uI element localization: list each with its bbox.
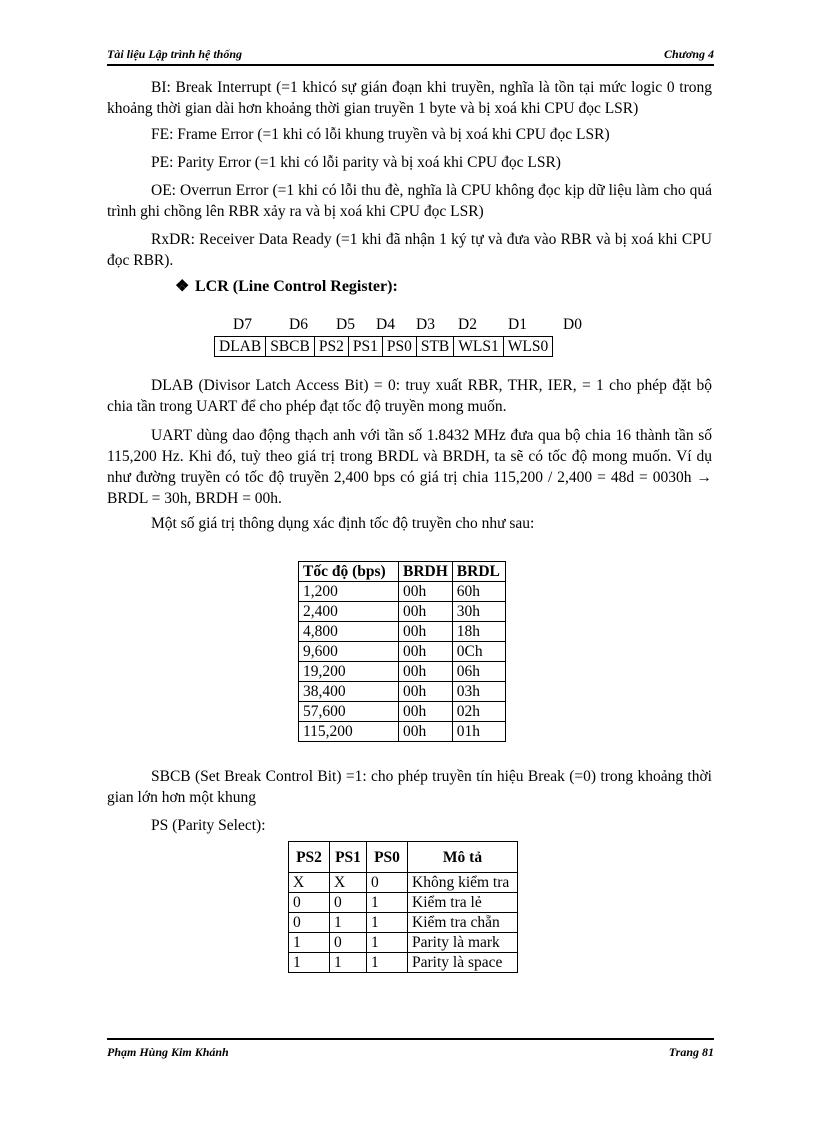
- table-row: [299, 702, 506, 722]
- diamond-bullet-icon: ❖: [175, 278, 190, 295]
- table-row: [289, 933, 518, 953]
- paragraph-fe: FE: Frame Error (=1 khi có lỗi khung truyền và bị xoá khi CPU đọc LSR): [151, 126, 610, 143]
- paragraph-rxdr: RxDR: Receiver Data Ready (=1 khi đã nhận 1 ký tự và đưa vào RBR và bị xoá khi CPU đọc RBR).: [107, 231, 712, 269]
- header-chapter: Chương 4: [664, 47, 714, 61]
- table-cell: 0: [289, 893, 330, 913]
- table-row: [289, 913, 518, 933]
- table-cell: 1: [330, 913, 367, 933]
- table-row: [289, 893, 518, 913]
- bit-label: D7: [233, 316, 252, 333]
- table-cell: 1: [330, 953, 367, 973]
- column-header: PS1: [330, 842, 367, 873]
- table-cell: Kiểm tra chẵn: [408, 913, 518, 933]
- table-cell: STB: [416, 337, 453, 357]
- header-title: Tài liệu Lập trình hệ thống: [107, 47, 243, 61]
- table-cell: 1: [367, 893, 408, 913]
- bit-label: D5: [336, 316, 355, 333]
- table-cell: 0Ch: [452, 642, 505, 662]
- table-cell: 00h: [399, 622, 453, 642]
- column-header: PS2: [289, 842, 330, 873]
- paragraph-sbcb: SBCB (Set Break Control Bit) =1: cho phép truyền tín hiệu Break (=0) trong khoảng thời gian lớn hơn một khung: [107, 768, 712, 806]
- paragraph-oe: OE: Overrun Error (=1 khi có lỗi thu đè, nghĩa là CPU không đọc kịp dữ liệu làm cho quá trình ghi chồng lên RBR xảy ra và bị xoá khi CPU đọc LSR): [107, 182, 712, 220]
- column-header: Tốc độ (bps): [299, 562, 399, 582]
- table-cell: 1: [289, 933, 330, 953]
- bit-label: D3: [416, 316, 435, 333]
- table-cell: 00h: [399, 642, 453, 662]
- table-row: [289, 953, 518, 973]
- table-cell: 00h: [399, 722, 453, 742]
- table-row: [289, 873, 518, 893]
- table-cell: 00h: [399, 662, 453, 682]
- bit-label: D2: [458, 316, 477, 333]
- bit-label: D4: [376, 316, 395, 333]
- footer-author: Phạm Hùng Kim Khánh: [107, 1045, 229, 1059]
- table-cell: 03h: [452, 682, 505, 702]
- table-cell: 0: [367, 873, 408, 893]
- paragraph-common-values: Một số giá trị thông dụng xác định tốc độ truyền cho như sau:: [151, 515, 535, 532]
- page-header: [107, 46, 714, 66]
- paragraph-dlab: DLAB (Divisor Latch Access Bit) = 0: truy xuất RBR, THR, IER, = 1 cho phép đặt bộ chia tần trong UART để cho phép đạt tốc độ truyền mong muốn.: [107, 377, 712, 415]
- table-row: [299, 682, 506, 702]
- table-cell: Parity là mark: [408, 933, 518, 953]
- paragraph-bi: BI: Break Interrupt (=1 khicó sự gián đoạn khi truyền, nghĩa là tồn tại mức logic 0 trong khoảng thời gian dài hơn khoảng thời gian truyền 1 byte và bị xoá khi CPU đọc LSR): [107, 79, 712, 117]
- table-cell: 0: [289, 913, 330, 933]
- lcr-register-table: [214, 336, 553, 357]
- table-cell: 57,600: [299, 702, 399, 722]
- table-cell: 00h: [399, 682, 453, 702]
- table-cell: 2,400: [299, 602, 399, 622]
- table-cell: 4,800: [299, 622, 399, 642]
- column-header: BRDH: [399, 562, 453, 582]
- table-row: [299, 722, 506, 742]
- bit-label: D6: [289, 316, 308, 333]
- table-cell: 00h: [399, 582, 453, 602]
- table-cell: X: [289, 873, 330, 893]
- table-cell: 30h: [452, 602, 505, 622]
- table-cell: Kiểm tra lẻ: [408, 893, 518, 913]
- table-cell: 1: [289, 953, 330, 973]
- table-row: [299, 602, 506, 622]
- table-cell: DLAB: [215, 337, 266, 357]
- table-row: [299, 622, 506, 642]
- table-cell: 06h: [452, 662, 505, 682]
- paragraph-parity-select: PS (Parity Select):: [151, 817, 266, 834]
- table-cell: 115,200: [299, 722, 399, 742]
- table-cell: 00h: [399, 702, 453, 722]
- table-cell: Không kiểm tra: [408, 873, 518, 893]
- baud-rate-table: [298, 561, 506, 742]
- table-cell: 9,600: [299, 642, 399, 662]
- table-cell: 1: [367, 933, 408, 953]
- table-cell: 0: [330, 933, 367, 953]
- table-cell: X: [330, 873, 367, 893]
- page-footer: [107, 1038, 714, 1058]
- table-cell: 60h: [452, 582, 505, 602]
- table-cell: SBCB: [266, 337, 315, 357]
- table-cell: WLS0: [503, 337, 552, 357]
- table-cell: 38,400: [299, 682, 399, 702]
- table-cell: 01h: [452, 722, 505, 742]
- table-cell: Parity là space: [408, 953, 518, 973]
- lcr-heading-text: LCR (Line Control Register):: [195, 278, 398, 295]
- table-cell: 1: [367, 913, 408, 933]
- table-header-row: [289, 842, 518, 873]
- table-cell: 0: [330, 893, 367, 913]
- table-cell: 02h: [452, 702, 505, 722]
- table-row: [299, 662, 506, 682]
- bit-label: D0: [563, 316, 582, 333]
- table-cell: 00h: [399, 602, 453, 622]
- table-cell: WLS1: [454, 337, 503, 357]
- footer-page-number: Trang 81: [668, 1045, 714, 1059]
- column-header: Mô tả: [408, 842, 518, 873]
- table-row: [215, 337, 553, 357]
- table-cell: PS2: [314, 337, 348, 357]
- lcr-heading: [175, 276, 398, 296]
- column-header: BRDL: [452, 562, 505, 582]
- parity-select-table: [288, 841, 518, 973]
- table-cell: PS0: [382, 337, 416, 357]
- column-header: PS0: [367, 842, 408, 873]
- table-cell: 18h: [452, 622, 505, 642]
- table-cell: PS1: [348, 337, 382, 357]
- bit-label: D1: [508, 316, 527, 333]
- table-cell: 1: [367, 953, 408, 973]
- paragraph-pe: PE: Parity Error (=1 khi có lỗi parity và bị xoá khi CPU đọc LSR): [151, 154, 561, 171]
- table-header-row: [299, 562, 506, 582]
- table-cell: 1,200: [299, 582, 399, 602]
- table-row: [299, 582, 506, 602]
- table-cell: 19,200: [299, 662, 399, 682]
- table-row: [299, 642, 506, 662]
- paragraph-uart: UART dùng dao động thạch anh với tần số 1.8432 MHz đưa qua bộ chia 16 thành tần số 115,200 Hz. Khi đó, tuỳ theo giá trị trong BRDL và BRDH, ta sẽ có tốc độ mong muốn. Ví dụ như đường truyền có tốc độ truyền 2,400 bps có giá trị chia 115,200 / 2,400 = 48d = 0030h → BRDL = 30h, BRDH = 00h.: [107, 427, 712, 507]
